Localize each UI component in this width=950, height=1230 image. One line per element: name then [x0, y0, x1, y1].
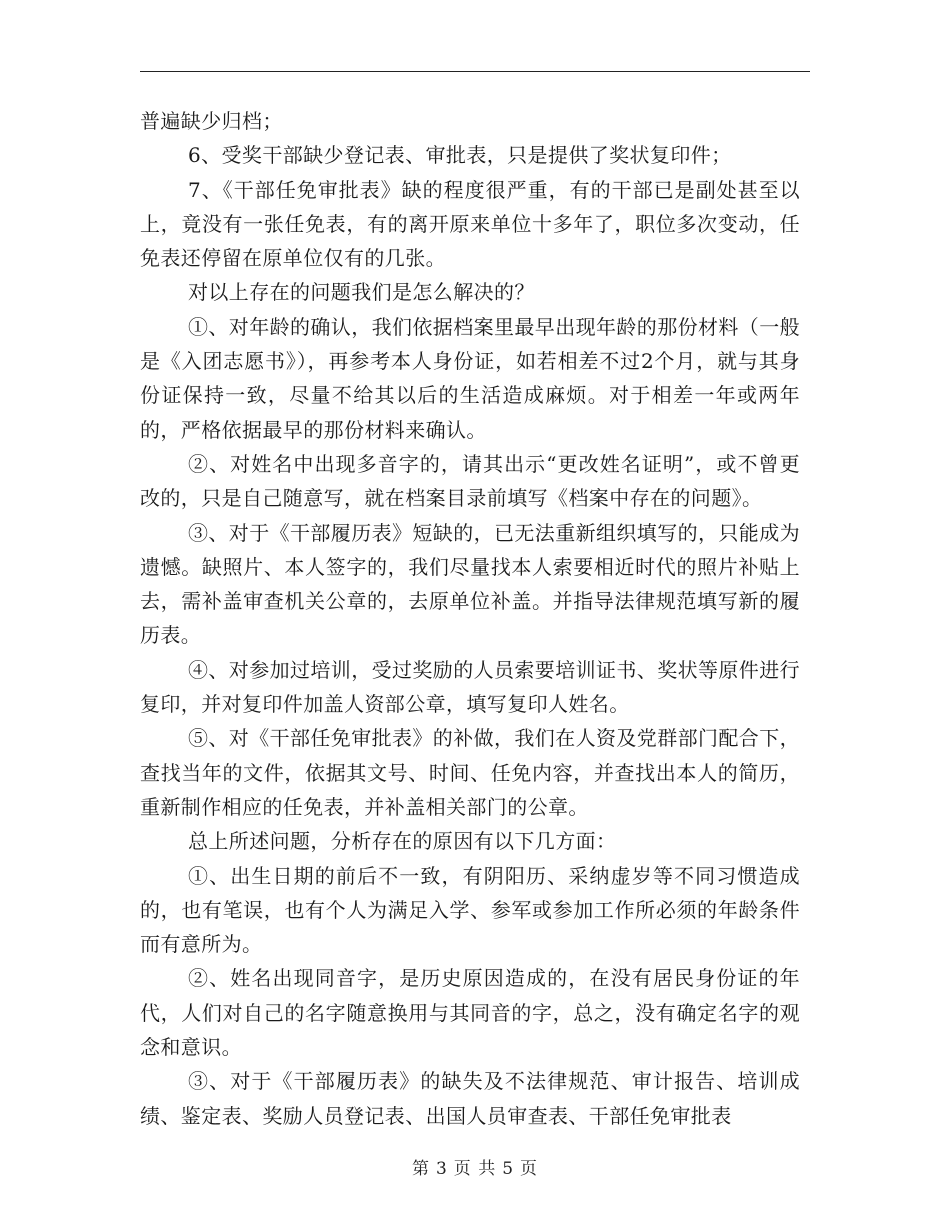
- paragraph: ③、对于《干部履历表》短缺的，已无法重新组织填写的，只能成为遗憾。缺照片、本人签字的，我们尽量找本人索要相近时代的照片补贴上去，需补盖审查机关公章的，去原单位补盖。并指导法律规范填写新的履历表。: [140, 520, 800, 648]
- paragraph: ②、对姓名中出现多音字的，请其出示“更改姓名证明”，或不曾更改的，只是自己随意写，就在档案目录前填写《档案中存在的问题》。: [140, 451, 800, 511]
- paragraph: ③、对于《干部履历表》的缺失及不法律规范、审计报告、培训成绩、鉴定表、奖励人员登记表、出国人员审查表、干部任免审批表: [140, 1069, 800, 1128]
- paragraph: 普遍缺少归档；: [140, 109, 283, 133]
- header-rule: [140, 71, 810, 72]
- footer-middle: 页 共: [453, 1159, 497, 1179]
- paragraph: ⑤、对《干部任免审批表》的补做，我们在人资及党群部门配合下，查找当年的文件，依据其文号、时间、任免内容，并查找出本人的简历，重新制作相应的任免表，并补盖相关部门的公章。: [140, 726, 800, 819]
- footer-prefix: 第: [411, 1159, 430, 1179]
- paragraph: ①、出生日期的前后不一致，有阴阳历、采纳虚岁等不同习惯造成的，也有笔误，也有个人为满足入学、参军或参加工作所必须的年龄条件而有意所为。: [140, 863, 800, 957]
- paragraph: 6、受奖干部缺少登记表、审批表，只是提供了奖状复印件；: [188, 143, 732, 168]
- paragraph: 总上所述问题，分析存在的原因有以下几方面：: [188, 829, 617, 854]
- footer-total-pages: 5: [502, 1159, 515, 1179]
- paragraph: 7、《干部任免审批表》缺的程度很严重，有的干部已是副处甚至以上，竟没有一张任免表，有的离开原来单位十多年了，职位多次变动，任免表还停留在原单位仅有的几张。: [140, 177, 800, 271]
- footer-page-number: 3: [435, 1159, 448, 1179]
- paragraph: 对以上存在的问题我们是怎么解决的？: [188, 280, 535, 305]
- body-text: [140, 104, 800, 1133]
- paragraph: ①、对年龄的确认，我们依据档案里最早出现年龄的那份材料（一般是《入团志愿书》），再参考本人身份证，如若相差不过2个月，就与其身份证保持一致，尽量不给其以后的生活造成麻烦。对于相差一年或两年的，严格依据最早的那份材料来确认。: [140, 314, 800, 442]
- page-footer: [0, 1154, 950, 1179]
- paragraph: ④、对参加过培训，受过奖励的人员索要培训证书、奖状等原件进行复印，并对复印件加盖人资部公章，填写复印人姓名。: [140, 657, 800, 717]
- footer-suffix: 页: [520, 1159, 539, 1179]
- paragraph: ②、姓名出现同音字，是历史原因造成的，在没有居民身份证的年代，人们对自己的名字随意换用与其同音的字，总之，没有确定名字的观念和意识。: [140, 966, 800, 1060]
